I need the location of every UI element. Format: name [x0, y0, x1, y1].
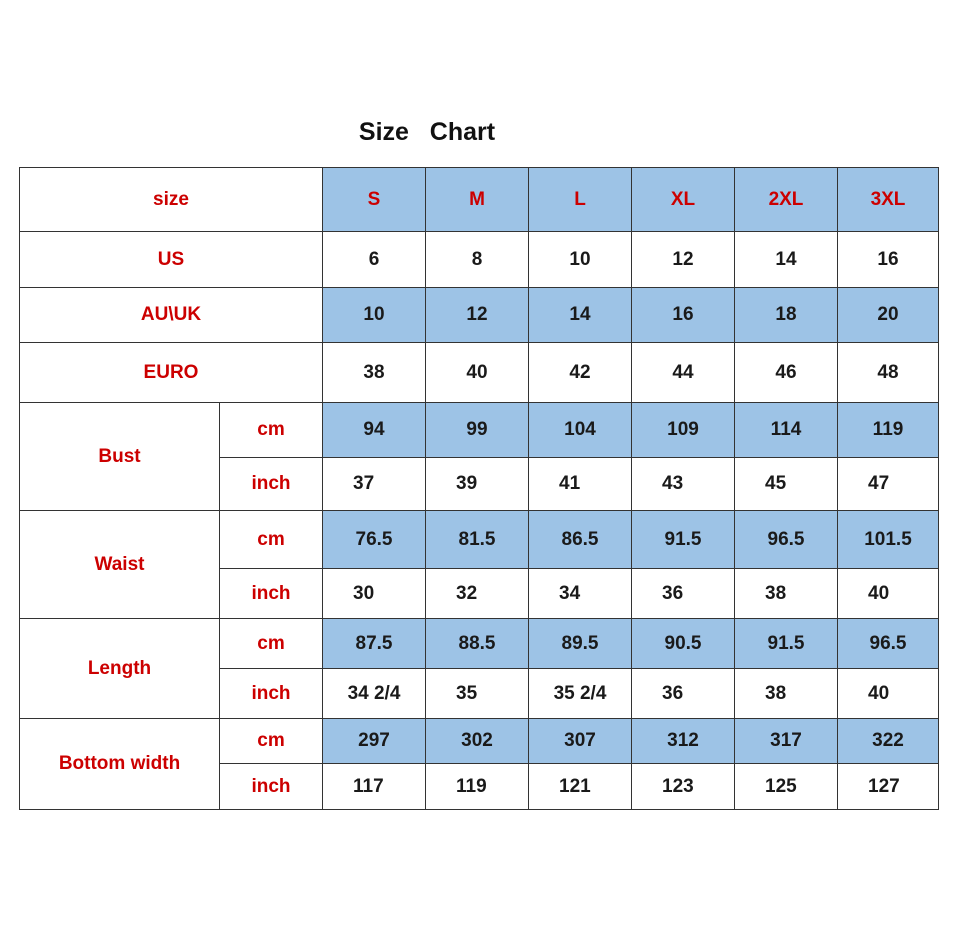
value-cell: 40 [838, 569, 939, 619]
value-cell: 36 [632, 669, 735, 719]
value-cell: 96.5 [838, 619, 939, 669]
value-cell: 18 [735, 288, 838, 343]
unit-label: inch [220, 569, 323, 619]
value-cell: 87.5 [323, 619, 426, 669]
size-chart-table [19, 167, 939, 810]
size-header-cell: XL [632, 168, 735, 232]
value-cell: 94 [323, 403, 426, 458]
value-cell: 101.5 [838, 511, 939, 569]
value-cell: 46 [735, 343, 838, 403]
value-cell: 38 [735, 569, 838, 619]
value-cell: 16 [632, 288, 735, 343]
value-cell: 127 [838, 764, 939, 810]
value-cell: 32 [426, 569, 529, 619]
unit-label: inch [220, 669, 323, 719]
value-cell: 317 [735, 719, 838, 764]
row-label: EURO [20, 343, 323, 403]
value-cell: 20 [838, 288, 939, 343]
value-cell: 47 [838, 458, 939, 511]
au-uk-row [20, 288, 939, 343]
value-cell: 6 [323, 232, 426, 288]
value-cell: 125 [735, 764, 838, 810]
value-cell: 76.5 [323, 511, 426, 569]
value-cell: 16 [838, 232, 939, 288]
unit-label: cm [220, 511, 323, 569]
value-cell: 12 [426, 288, 529, 343]
measurement-label: Length [20, 619, 220, 719]
value-cell: 12 [632, 232, 735, 288]
unit-label: inch [220, 764, 323, 810]
value-cell: 297 [323, 719, 426, 764]
unit-label: cm [220, 619, 323, 669]
size-header-label: size [20, 168, 323, 232]
value-cell: 39 [426, 458, 529, 511]
value-cell: 121 [529, 764, 632, 810]
value-cell: 109 [632, 403, 735, 458]
unit-label: inch [220, 458, 323, 511]
size-header-cell: 3XL [838, 168, 939, 232]
value-cell: 91.5 [735, 619, 838, 669]
us-row [20, 232, 939, 288]
measurement-label: Bottom width [20, 719, 220, 810]
bottom-width-cm-row [20, 719, 939, 764]
value-cell: 10 [323, 288, 426, 343]
value-cell: 48 [838, 343, 939, 403]
value-cell: 104 [529, 403, 632, 458]
value-cell: 322 [838, 719, 939, 764]
value-cell: 38 [323, 343, 426, 403]
unit-label: cm [220, 719, 323, 764]
unit-label: cm [220, 403, 323, 458]
value-cell: 40 [426, 343, 529, 403]
value-cell: 117 [323, 764, 426, 810]
value-cell: 86.5 [529, 511, 632, 569]
value-cell: 41 [529, 458, 632, 511]
value-cell: 43 [632, 458, 735, 511]
length-cm-row [20, 619, 939, 669]
value-cell: 45 [735, 458, 838, 511]
value-cell: 34 [529, 569, 632, 619]
chart-title: Size Chart [358, 118, 496, 146]
value-cell: 312 [632, 719, 735, 764]
value-cell: 119 [426, 764, 529, 810]
value-cell: 114 [735, 403, 838, 458]
value-cell: 123 [632, 764, 735, 810]
value-cell: 14 [529, 288, 632, 343]
euro-row [20, 343, 939, 403]
value-cell: 89.5 [529, 619, 632, 669]
value-cell: 10 [529, 232, 632, 288]
row-label: US [20, 232, 323, 288]
value-cell: 99 [426, 403, 529, 458]
value-cell: 119 [838, 403, 939, 458]
value-cell: 81.5 [426, 511, 529, 569]
size-header-cell: M [426, 168, 529, 232]
measurement-label: Bust [20, 403, 220, 511]
value-cell: 44 [632, 343, 735, 403]
value-cell: 38 [735, 669, 838, 719]
value-cell: 40 [838, 669, 939, 719]
value-cell: 96.5 [735, 511, 838, 569]
value-cell: 8 [426, 232, 529, 288]
value-cell: 88.5 [426, 619, 529, 669]
value-cell: 35 2/4 [529, 669, 632, 719]
value-cell: 34 2/4 [323, 669, 426, 719]
value-cell: 35 [426, 669, 529, 719]
row-label: AU\UK [20, 288, 323, 343]
size-header-cell: 2XL [735, 168, 838, 232]
size-header-cell: S [323, 168, 426, 232]
measurement-label: Waist [20, 511, 220, 619]
size-header-row [20, 168, 939, 232]
waist-cm-row [20, 511, 939, 569]
value-cell: 37 [323, 458, 426, 511]
value-cell: 36 [632, 569, 735, 619]
value-cell: 42 [529, 343, 632, 403]
value-cell: 302 [426, 719, 529, 764]
bust-cm-row [20, 403, 939, 458]
value-cell: 90.5 [632, 619, 735, 669]
value-cell: 91.5 [632, 511, 735, 569]
value-cell: 30 [323, 569, 426, 619]
value-cell: 307 [529, 719, 632, 764]
value-cell: 14 [735, 232, 838, 288]
size-header-cell: L [529, 168, 632, 232]
